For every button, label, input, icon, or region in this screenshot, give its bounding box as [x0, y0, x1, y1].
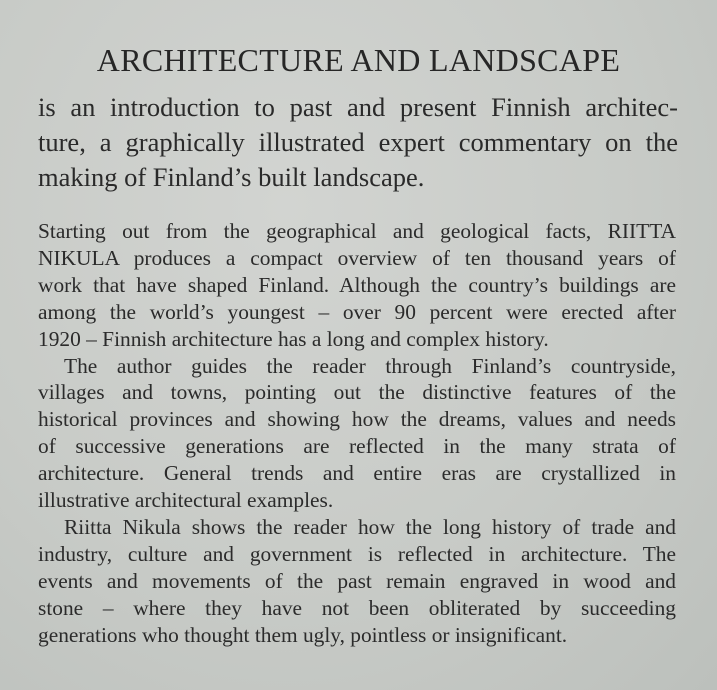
description-body	[38, 218, 676, 649]
paragraph-3-line: industry, culture and government is reflected in architecture. The	[38, 541, 676, 566]
paragraph-1-line: among the world’s youngest – over 90 percent were erected after	[38, 299, 676, 324]
intro-statement	[38, 90, 678, 195]
paragraph-3-line: stone – where they have not been obliterated by succeeding	[38, 595, 676, 620]
paragraph-3-line: generations who thought them ugly, pointless or insignificant.	[38, 622, 568, 647]
intro-line: making of Finland’s built landscape.	[38, 162, 425, 192]
paragraph-2-line: illustrative architectural examples.	[38, 488, 334, 513]
paragraph-3-line: Riitta Nikula shows the reader how the long history of trade and	[64, 514, 676, 539]
paragraph-2-line: The author guides the reader through Finland’s countryside,	[64, 353, 676, 378]
book-title: ARCHITECTURE AND LANDSCAPE	[96, 42, 621, 78]
paragraph-1-line: work that have shaped Finland. Although the country’s buildings are	[38, 272, 676, 297]
paragraph-2-line: of successive generations are reflected in the many strata of	[38, 434, 676, 459]
intro-line: is an introduction to past and present Finnish architec-	[38, 92, 678, 122]
paragraph-2-line: villages and towns, pointing out the distinctive features of the	[38, 380, 676, 405]
paragraph-1-line: 1920 – Finnish architecture has a long and complex history.	[38, 326, 549, 351]
paragraph-2-line: historical provinces and showing how the dreams, values and needs	[38, 407, 676, 432]
paragraph-2-line: architecture. General trends and entire eras are crystallized in	[38, 461, 676, 486]
paragraph-1-line: Starting out from the geographical and geological facts, RIITTA	[38, 219, 676, 243]
paragraph-3-line: events and movements of the past remain engraved in wood and	[38, 568, 676, 593]
intro-line: ture, a graphically illustrated expert commentary on the	[38, 127, 678, 157]
paragraph-1-line: NIKULA produces a compact overview of ten thousand years of	[38, 245, 676, 270]
